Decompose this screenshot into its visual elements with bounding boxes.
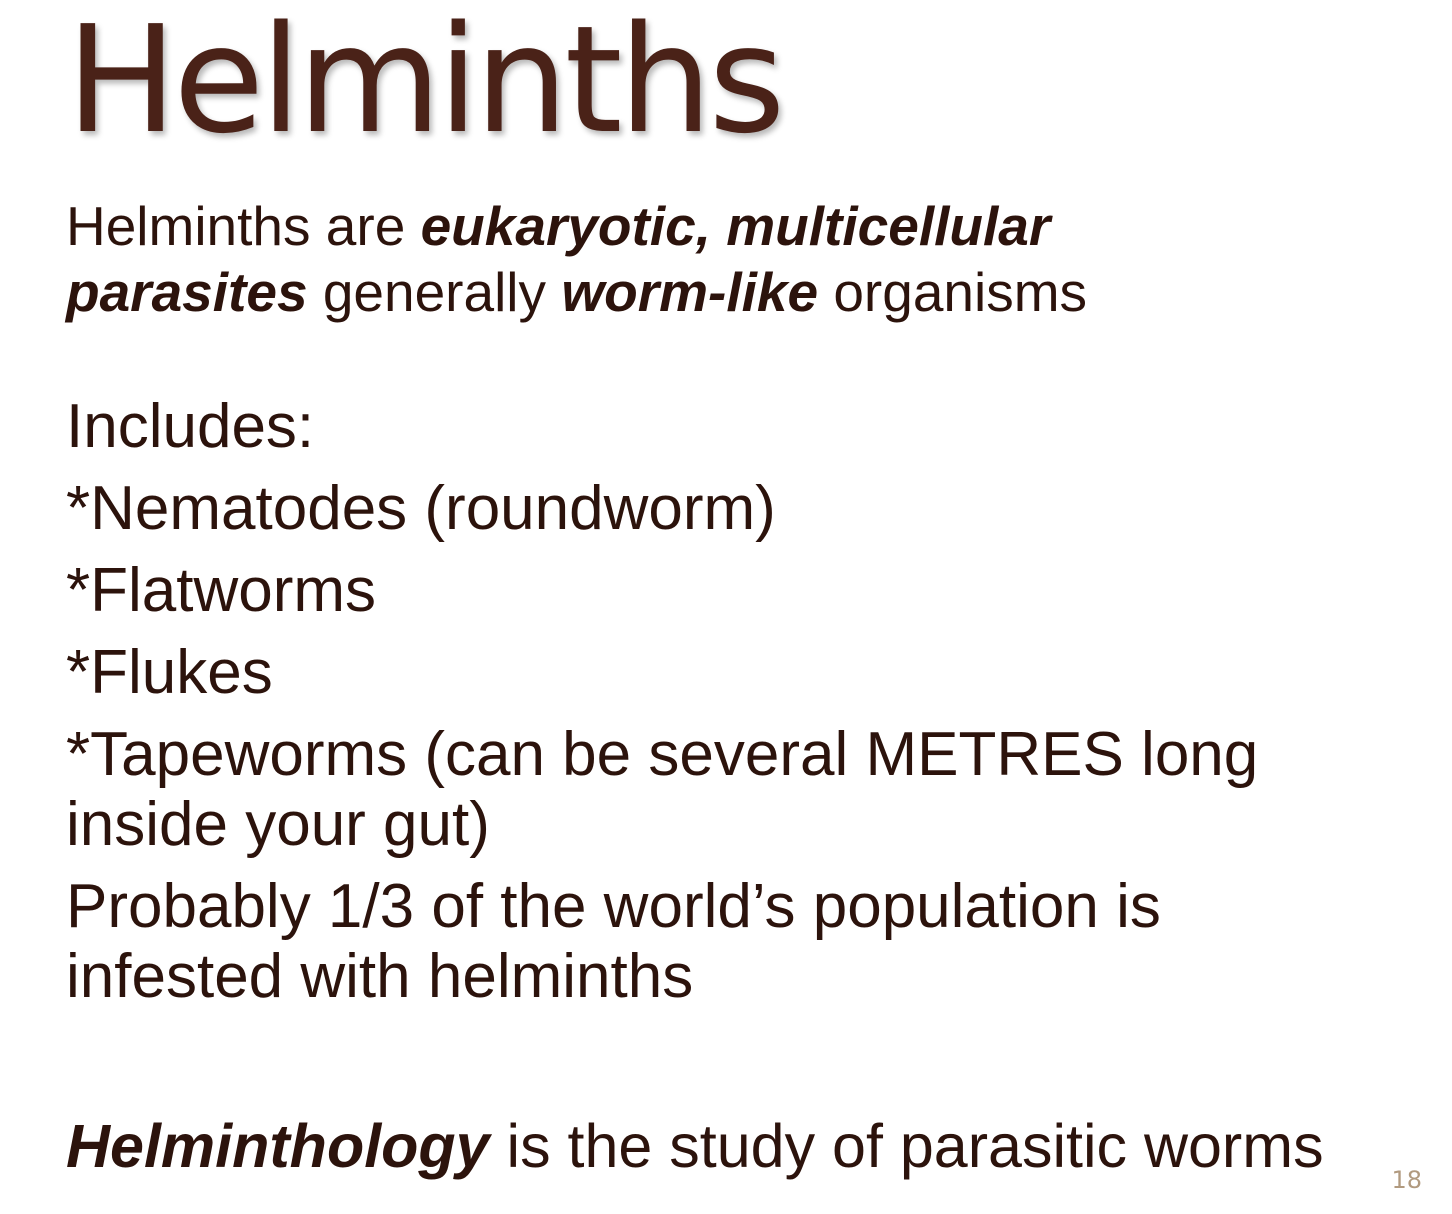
list-item-tapeworms-continued: inside your gut) <box>66 790 490 859</box>
list-item-flatworms: *Flatworms <box>66 556 377 625</box>
definition-line <box>66 1106 1324 1186</box>
intro-emphasis-worm-like: worm-like <box>561 261 819 323</box>
list-item-flukes: *Flukes <box>66 638 273 707</box>
slide-title: Helminths <box>66 0 782 166</box>
includes-label: Includes: <box>66 392 315 461</box>
fact-line-2: infested with helminths <box>66 942 694 1011</box>
intro-emphasis-eukaryotic: eukaryotic, multicellular <box>420 195 1051 257</box>
page-number: 18 <box>1391 1166 1422 1194</box>
intro-emphasis-parasites: parasites <box>66 261 308 323</box>
includes-list <box>66 392 1258 1012</box>
intro-paragraph <box>66 193 1087 325</box>
intro-text-3: organisms <box>818 261 1088 323</box>
definition-text: is the study of parasitic worms <box>489 1112 1324 1180</box>
list-item-tapeworms: *Tapeworms (can be several METRES long <box>66 720 1259 789</box>
intro-text-2: generally <box>307 261 562 323</box>
intro-text-1: Helminths are <box>66 195 421 257</box>
definition-term: Helminthology <box>66 1112 490 1180</box>
list-item-nematodes: *Nematodes (roundworm) <box>66 474 776 543</box>
fact-line-1: Probably 1/3 of the world’s population is <box>66 872 1161 941</box>
